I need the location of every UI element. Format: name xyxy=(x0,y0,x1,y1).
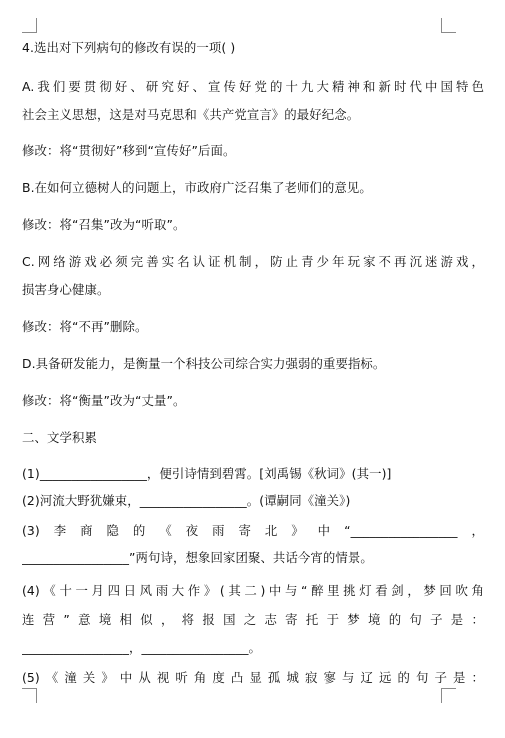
option-a-fix: 修改：将“贯彻好”移到“宣传好”后面。 xyxy=(22,143,236,158)
option-b-fix: 修改：将“召集”改为“听取”。 xyxy=(22,217,186,232)
option-a-line-2: 社会主义思想，这是对马克思和《共产党宣言》的最好纪念。 xyxy=(22,107,360,122)
accumulation-item-5: (5)《潼关》中从视听角度凸显孤城寂寥与辽远的句子是： xyxy=(22,670,484,685)
accumulation-item-4-line-1: (4)《十一月四日风雨大作》(其二)中与“醉里挑灯看剑，梦回吹角 xyxy=(22,583,484,598)
accumulation-item-4-line-2: 连营”意境相似，将报国之志寄托于梦境的句子是： xyxy=(22,612,484,627)
accumulation-item-2: (2)河流大野犹嫌束，_________________。(谭嗣同《潼关》) xyxy=(22,493,351,508)
page-corner-mark-top-left xyxy=(22,18,37,33)
accumulation-item-1: (1)_________________，便引诗情到碧霄。[刘禹锡《秋词》(其一)] xyxy=(22,466,392,481)
question-4-stem: 4.选出对下列病句的修改有误的一项( ) xyxy=(22,40,236,55)
accumulation-item-4-line-3: _________________，_________________。 xyxy=(22,640,262,655)
accumulation-item-3-line-2: _________________”两句诗，想象回家团聚、共话今宵的情景。 xyxy=(22,550,373,565)
option-c-line-2: 损害身心健康。 xyxy=(22,282,110,297)
option-c-fix: 修改：将“不再”删除。 xyxy=(22,319,148,334)
option-c-line-1: C.网络游戏必须完善实名认证机制，防止青少年玩家不再沉迷游戏， xyxy=(22,254,484,269)
page-corner-mark-bottom-left xyxy=(22,688,37,703)
option-d-fix: 修改：将“衡量”改为“丈量”。 xyxy=(22,393,186,408)
option-d: D.具备研发能力，是衡量一个科技公司综合实力强弱的重要指标。 xyxy=(22,356,386,371)
option-a-line-1: A.我们要贯彻好、研究好、宣传好党的十九大精神和新时代中国特色 xyxy=(22,79,484,94)
option-b: B.在如何立德树人的问题上，市政府广泛召集了老师们的意见。 xyxy=(22,180,372,195)
section-2-heading: 二、文学积累 xyxy=(22,430,97,445)
page-corner-mark-bottom-right xyxy=(441,688,456,703)
page-corner-mark-top-right xyxy=(441,18,456,33)
accumulation-item-3-line-1: (3)李商隐的《夜雨寄北》中“_________________， xyxy=(22,523,484,538)
